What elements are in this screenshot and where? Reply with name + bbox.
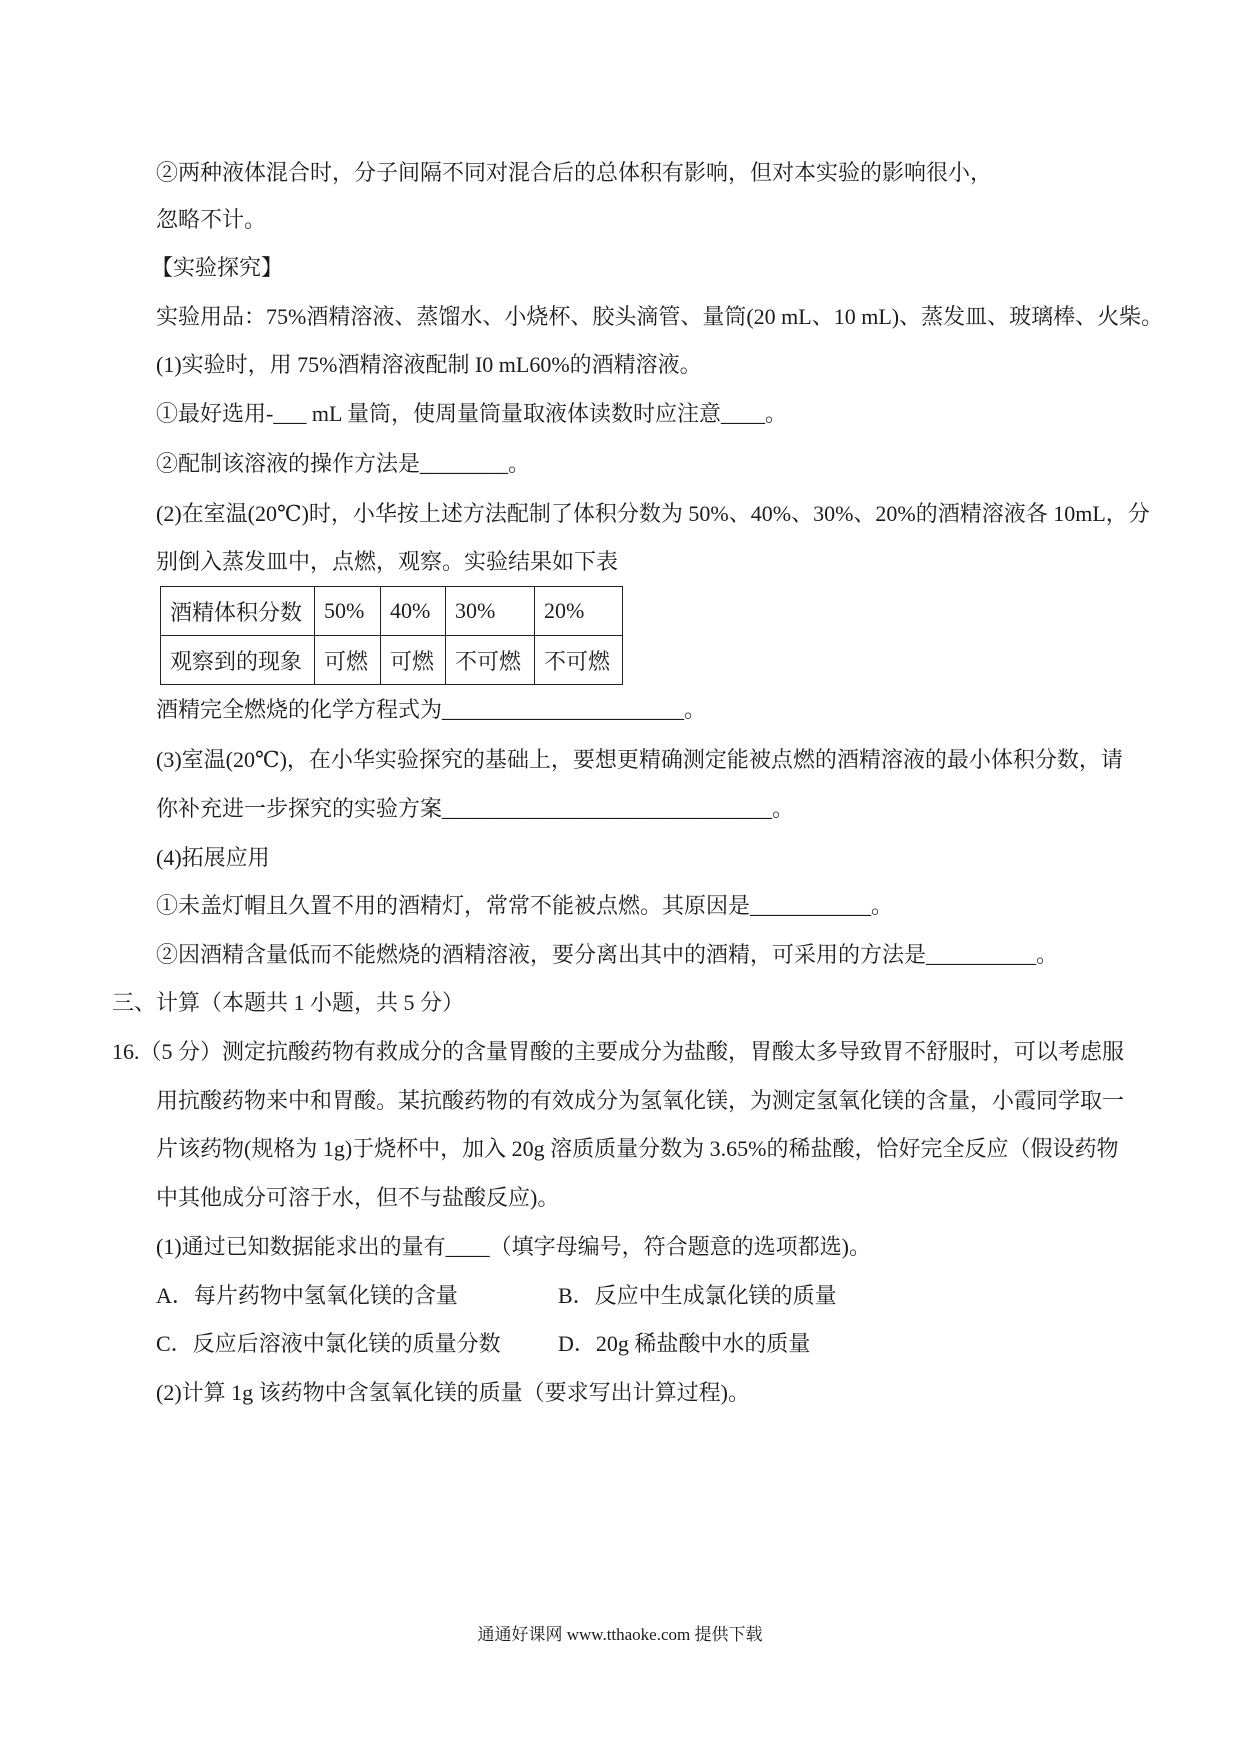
option-a: A．每片药物中氢氧化镁的含量 xyxy=(156,1283,458,1308)
table-cell: 可燃 xyxy=(315,636,381,685)
table-cell: 不可燃 xyxy=(446,636,535,685)
page-footer: 通通好课网 www.tthaoke.com 提供下载 xyxy=(477,1625,763,1644)
q16-line-4: 中其他成分可溶于水，但不与盐酸反应)。 xyxy=(156,1185,560,1210)
q16-line-1: 16.（5 分）测定抗酸药物有救成分的含量胃酸的主要成分为盐酸，胃酸太多导致胃不舒服时，可以考虑服 xyxy=(112,1039,1125,1064)
q4-title: (4)拓展应用 xyxy=(156,845,270,870)
materials-line: 实验用品：75%酒精溶液、蒸馏水、小烧杯、胶头滴管、量筒(20 mL、10 mL)、蒸发皿、玻璃棒、火柴。 xyxy=(156,304,1164,329)
result-table xyxy=(160,586,623,685)
note-2-continuation: 忽略不计。 xyxy=(156,207,267,232)
table-cell: 不可燃 xyxy=(535,636,623,685)
experiment-heading: 【实验探究】 xyxy=(151,255,284,280)
q4-item-2: ②因酒精含量低而不能燃烧的酒精溶液，要分离出其中的酒精，可采用的方法是__________。 xyxy=(156,942,1059,967)
table-cell: 50% xyxy=(315,587,381,636)
q2-line-2: 别倒入蒸发皿中，点燃，观察。实验结果如下表 xyxy=(156,549,619,574)
q16-line-3: 片该药物(规格为 1g)于烧杯中，加入 20g 溶质质量分数为 3.65%的稀盐酸，恰好完全反应（假设药物 xyxy=(156,1136,1119,1161)
table-row xyxy=(161,636,623,685)
q4-item-1: ①未盖灯帽且久置不用的酒精灯，常常不能被点燃。其原因是___________。 xyxy=(156,893,894,918)
section-3-heading: 三、计算（本题共 1 小题，共 5 分） xyxy=(112,990,465,1015)
q16-line-2: 用抗酸药物来中和胃酸。某抗酸药物的有效成分为氢氧化镁，为测定氢氧化镁的含量，小霞同学取一 xyxy=(156,1088,1125,1113)
option-b: B．反应中生成氯化镁的质量 xyxy=(558,1283,837,1308)
q3-line-2: 你补充进一步探究的实验方案______________________________。 xyxy=(156,796,795,821)
table-row xyxy=(161,587,623,636)
q2-line-1: (2)在室温(20℃)时，小华按上述方法配制了体积分数为 50%、40%、30%、20%的酒精溶液各 10mL，分 xyxy=(156,501,1150,526)
option-d: D．20g 稀盐酸中水的质量 xyxy=(558,1331,811,1356)
q1-item-1: ①最好选用-___ mL 量筒，使周量筒量取液体读数时应注意____。 xyxy=(156,401,788,426)
q2-equation-line: 酒精完全燃烧的化学方程式为______________________。 xyxy=(156,697,707,722)
table-cell: 可燃 xyxy=(381,636,446,685)
table-cell: 酒精体积分数 xyxy=(161,587,315,636)
note-2-line: ②两种液体混合时，分子间隔不同对混合后的总体积有影响，但对本实验的影响很小， xyxy=(156,160,993,185)
q3-line-1: (3)室温(20℃)，在小华实验探究的基础上，要想更精确测定能被点燃的酒精溶液的最小体积分数，请 xyxy=(156,747,1123,772)
q16-sub-2: (2)计算 1g 该药物中含氢氧化镁的质量（要求写出计算过程)。 xyxy=(156,1380,750,1405)
table-cell: 观察到的现象 xyxy=(161,636,315,685)
table-cell: 30% xyxy=(446,587,535,636)
q1-intro: (1)实验时，用 75%酒精溶液配制 I0 mL60%的酒精溶液。 xyxy=(156,352,702,377)
table-cell: 40% xyxy=(381,587,446,636)
option-c: C．反应后溶液中氯化镁的质量分数 xyxy=(156,1331,501,1356)
q1-item-2: ②配制该溶液的操作方法是________。 xyxy=(156,451,531,476)
table-cell: 20% xyxy=(535,587,623,636)
q16-sub-1: (1)通过已知数据能求出的量有____（填字母编号，符合题意的选项都选)。 xyxy=(156,1234,871,1259)
